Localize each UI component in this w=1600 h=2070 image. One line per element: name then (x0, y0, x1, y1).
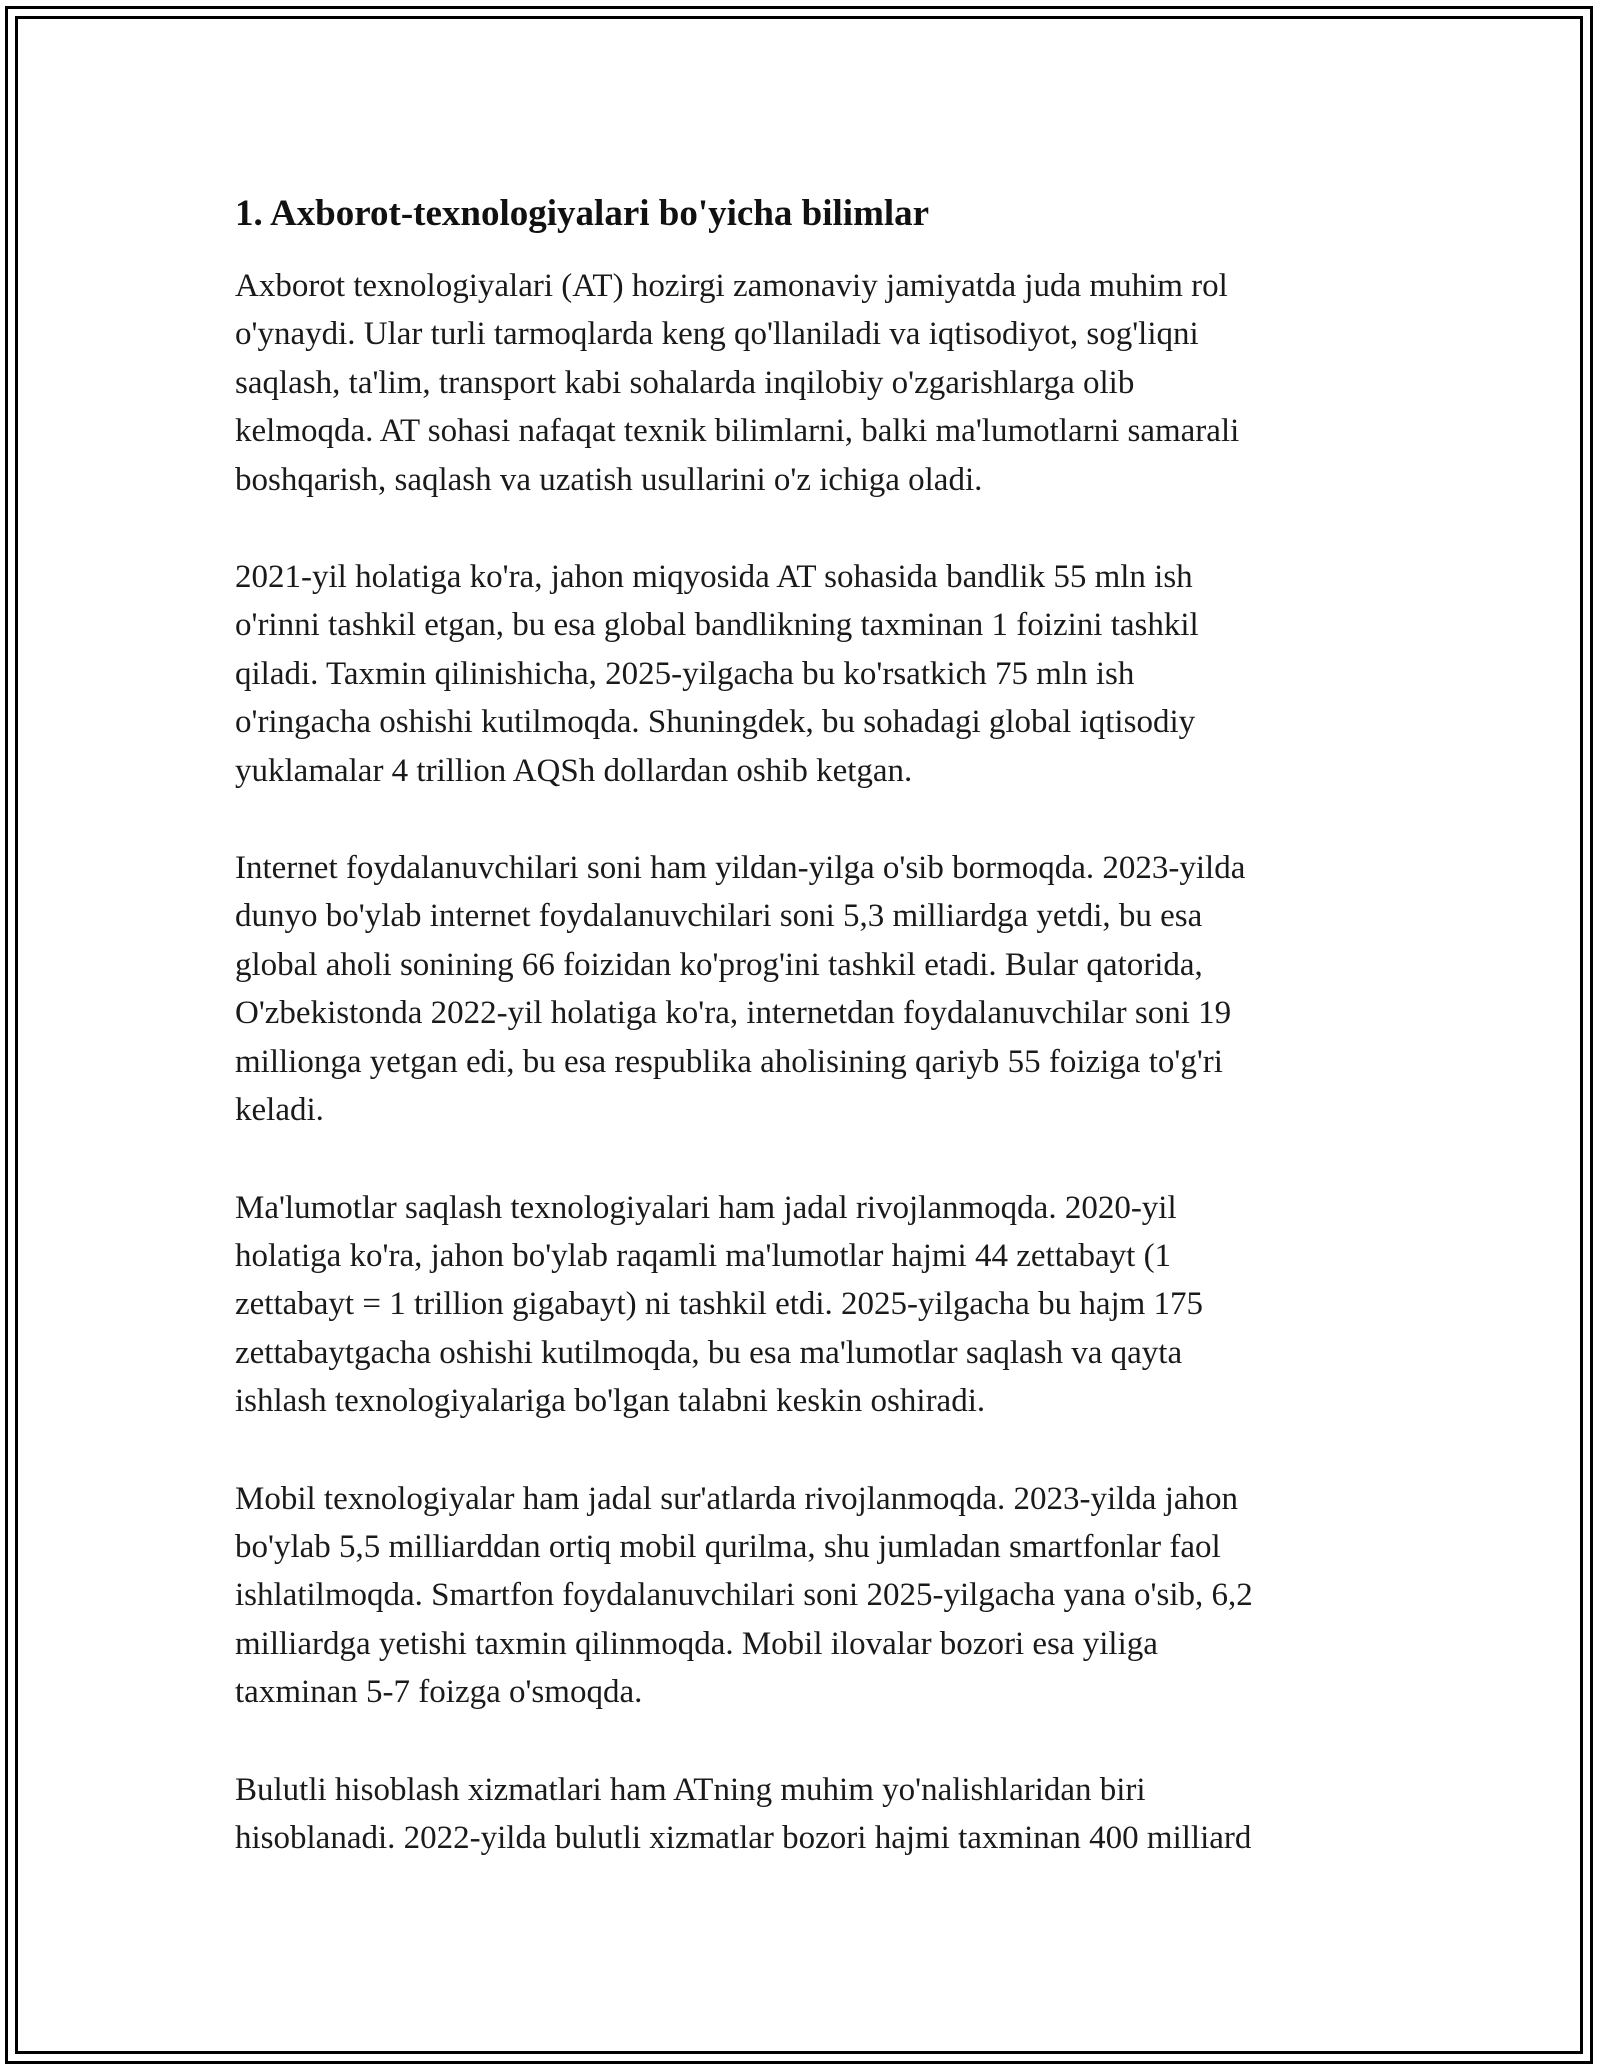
paragraph-intro (235, 262, 1385, 504)
text-line: o'ringacha oshishi kutilmoqda. Shuningdek, bu sohadagi global iqtisodiy (235, 704, 1196, 741)
text-line: o'rinni tashkil etgan, bu esa global bandlikning taxminan 1 foizini tashkil (235, 607, 1199, 644)
text-line: Internet foydalanuvchilari soni ham yildan-yilga o'sib bormoqda. 2023-yilda (235, 850, 1246, 887)
text-line: Mobil texnologiyalar ham jadal sur'atlarda rivojlanmoqda. 2023-yilda jahon (235, 1480, 1239, 1517)
text-line: keladi. (235, 1092, 324, 1129)
text-line: qiladi. Taxmin qilinishicha, 2025-yilgacha bu ko'rsatkich 75 mln ish (235, 655, 1135, 692)
text-line: boshqarish, saqlash va uzatish usullarini o'z ichiga oladi. (235, 461, 983, 498)
text-line: millionga yetgan edi, bu esa respublika aholisining qariyb 55 foiziga to'g'ri (235, 1043, 1223, 1080)
text-line: zettabayt = 1 trillion gigabayt) ni tashkil etdi. 2025-yilgacha bu hajm 175 (235, 1286, 1204, 1323)
paragraph-mobile (235, 1475, 1385, 1717)
text-line: ishlatilmoqda. Smartfon foydalanuvchilari soni 2025-yilgacha yana o'sib, 6,2 (235, 1577, 1253, 1614)
text-line: bo'ylab 5,5 milliarddan ortiq mobil qurilma, shu jumladan smartfonlar faol (235, 1528, 1221, 1565)
text-line: taxminan 5-7 foizga o'smoqda. (235, 1674, 643, 1711)
paragraph-data-storage (235, 1184, 1385, 1426)
text-line: global aholi sonining 66 foizidan ko'prog'ini tashkil etadi. Bular qatorida, (235, 946, 1203, 983)
text-line: milliardga yetishi taxmin qilinmoqda. Mobil ilovalar bozori esa yiliga (235, 1625, 1158, 1662)
text-line: Bulutli hisoblash xizmatlari ham ATning muhim yo'nalishlaridan biri (235, 1771, 1146, 1808)
text-line: kelmoqda. AT sohasi nafaqat texnik bilimlarni, balki ma'lumotlarni samarali (235, 413, 1240, 450)
text-line: zettabaytgacha oshishi kutilmoqda, bu esa ma'lumotlar saqlash va qayta (235, 1334, 1183, 1371)
paragraph-internet-users (235, 844, 1385, 1134)
text-line: hisoblanadi. 2022-yilda bulutli xizmatlar bozori hajmi taxminan 400 milliard (235, 1819, 1252, 1856)
paragraph-employment (235, 553, 1385, 795)
text-line: dunyo bo'ylab internet foydalanuvchilari soni 5,3 milliardga yetdi, bu esa (235, 898, 1203, 935)
text-line: Axborot texnologiyalari (AT) hozirgi zamonaviy jamiyatda juda muhim rol (235, 268, 1228, 304)
text-line: o'ynaydi. Ular turli tarmoqlarda keng qo'llaniladi va iqtisodiyot, sog'liqni (235, 316, 1199, 353)
document-body (235, 188, 1385, 1911)
text-line: holatiga ko'ra, jahon bo'ylab raqamli ma'lumotlar hajmi 44 zettabayt (1 (235, 1237, 1172, 1274)
text-line: O'zbekistonda 2022-yil holatiga ko'ra, internetdan foydalanuvchilar soni 19 (235, 995, 1232, 1032)
paragraph-cloud (235, 1766, 1385, 1863)
text-line: saqlash, ta'lim, transport kabi sohalarda inqilobiy o'zgarishlarga olib (235, 364, 1135, 401)
text-line: Ma'lumotlar saqlash texnologiyalari ham jadal rivojlanmoqda. 2020-yil (235, 1189, 1177, 1226)
text-line: yuklamalar 4 trillion AQSh dollardan oshib ketgan. (235, 752, 913, 789)
section-heading: 1. Axborot-texnologiyalari bo'yicha bilimlar (235, 193, 930, 234)
text-line: ishlash texnologiyalariga bo'lgan talabni keskin oshiradi. (235, 1383, 986, 1420)
text-line: 2021-yil holatiga ko'ra, jahon miqyosida AT sohasida bandlik 55 mln ish (235, 559, 1193, 596)
